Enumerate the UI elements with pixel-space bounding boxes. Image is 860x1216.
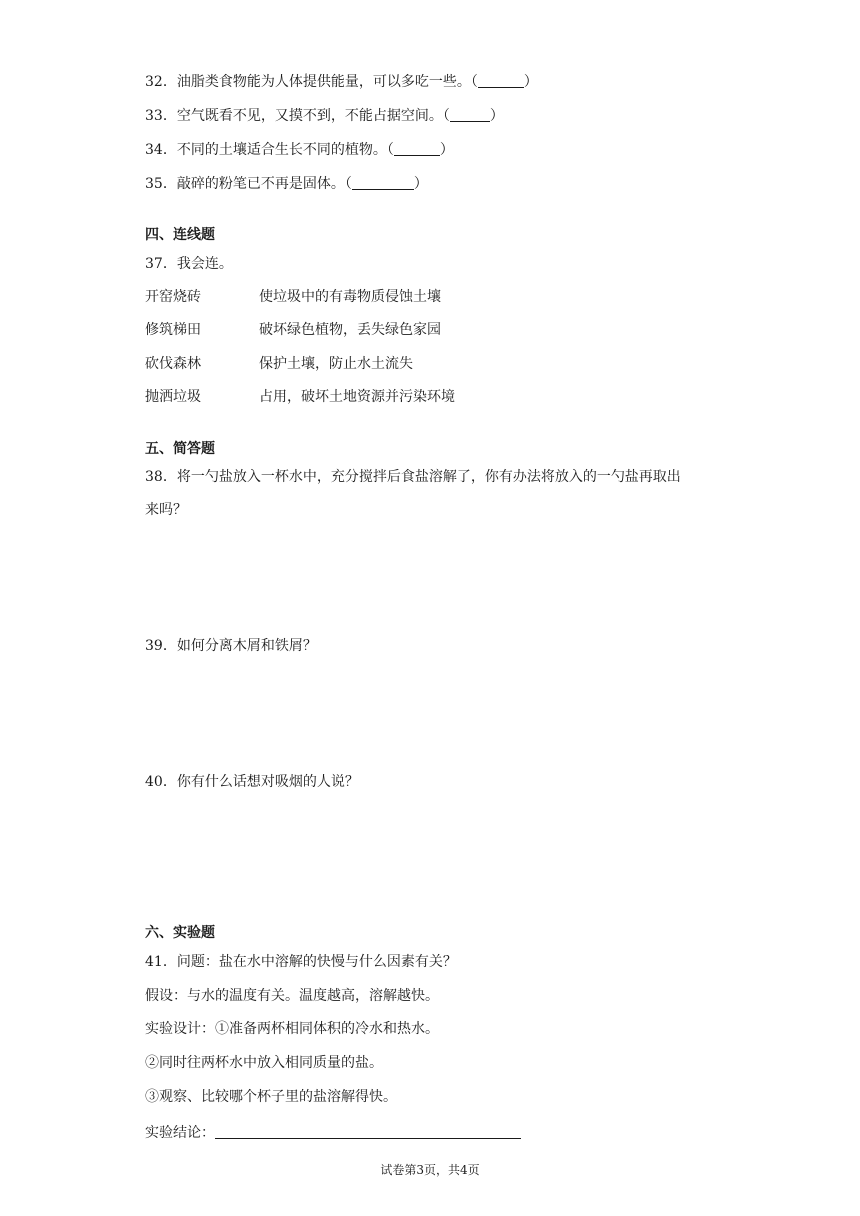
match-left-item[interactable]: 修筑梯田	[145, 322, 201, 338]
experiment-line: ②同时往两杯水中放入相同质量的盐。	[145, 1055, 383, 1071]
answer-blank-33[interactable]	[450, 107, 490, 122]
match-right-item[interactable]: 使垃圾中的有毒物质侵蚀土壤	[259, 289, 441, 305]
match-left-item[interactable]: 砍伐森林	[145, 356, 201, 372]
section-heading-short-answer: 五、简答题	[145, 441, 215, 457]
match-right-item[interactable]: 保护土壤，防止水土流失	[259, 356, 413, 372]
match-right-item[interactable]: 占用，破坏土地资源并污染环境	[259, 389, 455, 405]
answer-blank-32[interactable]	[478, 73, 524, 88]
question-39: 39．如何分离木屑和铁屑？	[145, 638, 317, 654]
experiment-conclusion: 实验结论：	[145, 1123, 521, 1143]
question-37: 37．我会连。	[145, 256, 233, 272]
question-33: 33．空气既看不见，又摸不到，不能占据空间。（ ）	[145, 108, 504, 124]
match-left-item[interactable]: 抛洒垃圾	[145, 389, 201, 405]
match-left-item[interactable]: 开窑烧砖	[145, 289, 201, 305]
conclusion-blank[interactable]	[215, 1124, 521, 1139]
page-footer: 试卷第3页，共4页	[380, 1163, 480, 1177]
question-40: 40．你有什么话想对吸烟的人说？	[145, 774, 359, 790]
section-heading-experiment: 六、实验题	[145, 925, 215, 941]
experiment-line: 假设：与水的温度有关。温度越高，溶解越快。	[145, 988, 439, 1004]
question-35: 35．敲碎的粉笔已不再是固体。（ ）	[145, 176, 428, 192]
question-38-line2: 来吗？	[145, 502, 187, 518]
question-34: 34．不同的土壤适合生长不同的植物。（ ）	[145, 142, 454, 158]
section-heading-matching: 四、连线题	[145, 227, 215, 243]
experiment-line: 41．问题：盐在水中溶解的快慢与什么因素有关？	[145, 954, 457, 970]
experiment-line: 实验设计：①准备两杯相同体积的冷水和热水。	[145, 1021, 439, 1037]
question-32: 32．油脂类食物能为人体提供能量，可以多吃一些。（ ）	[145, 74, 538, 90]
answer-blank-34[interactable]	[394, 141, 440, 156]
question-38-line1: 38．将一勺盐放入一杯水中，充分搅拌后食盐溶解了，你有办法将放入的一勺盐再取出	[145, 469, 681, 485]
answer-blank-35[interactable]	[352, 175, 414, 190]
experiment-line: ③观察、比较哪个杯子里的盐溶解得快。	[145, 1089, 397, 1105]
match-right-item[interactable]: 破坏绿色植物，丢失绿色家园	[259, 322, 441, 338]
